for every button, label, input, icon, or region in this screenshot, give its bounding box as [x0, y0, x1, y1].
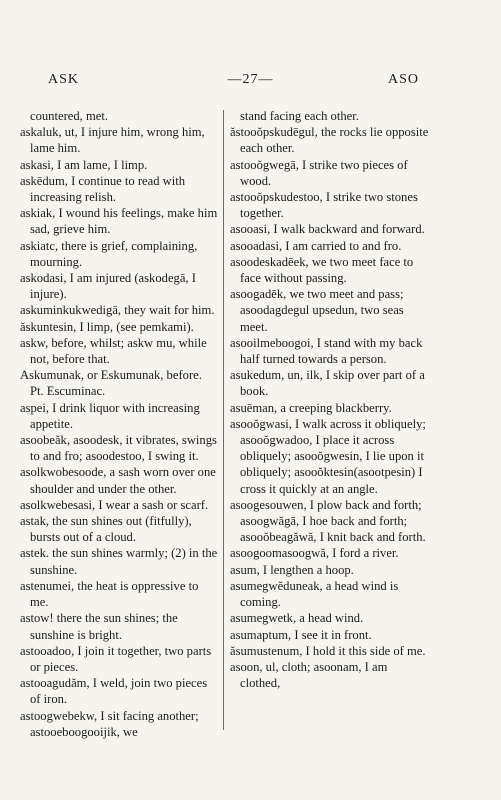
- dictionary-entry: countered, met.: [30, 109, 108, 123]
- dictionary-entry: asooadasi, I am carried to and fro.: [230, 238, 402, 253]
- dictionary-entry: asumaptum, I see it in front.: [230, 627, 372, 642]
- dictionary-entry: asooasi, I walk backward and forward.: [230, 222, 425, 237]
- dictionary-entry: asoobeăk, asoodesk, it vibrates, swings to and fro; asoodestoo, I swing it.: [20, 433, 217, 464]
- dictionary-entry: asooilmeboogoi, I stand with my back half turned towards a person.: [230, 335, 423, 367]
- dictionary-entry: askasi, I am lame, I limp.: [20, 157, 148, 172]
- dictionary-entry: askw, before, whilst; askw mu, while not, before that.: [20, 335, 207, 367]
- dictionary-entry: asoon, ul, cloth; asoonam, I am clothed,: [230, 659, 388, 691]
- column-divider: [223, 110, 224, 730]
- dictionary-entry: asumegwĕduneak, a head wind is coming.: [230, 578, 399, 610]
- dictionary-entry: askaluk, ut, I injure him, wrong him, lame him.: [20, 125, 205, 156]
- dictionary-entry: asukedum, un, ilk, I skip over part of a book.: [230, 368, 425, 399]
- dictionary-entry: aspei, I drink liquor with increasing appetite.: [20, 400, 200, 431]
- dictionary-entry: astooŏpskudestoo, I strike two stones together.: [230, 190, 418, 221]
- page-header: [0, 72, 501, 94]
- dictionary-entry: asuēman, a creeping blackberry.: [230, 400, 392, 415]
- dictionary-entry: astooagudăm, I weld, join two pieces of iron.: [20, 676, 208, 707]
- dictionary-entry: astoogwebekw, I sit facing another; astooeboogooijik, we: [20, 708, 199, 739]
- dictionary-entry: astenumei, the heat is oppressive to me.: [20, 578, 199, 610]
- dictionary-entry: Askumunak, or Eskumunak, before. Pt. Escuminac.: [20, 368, 202, 399]
- dictionary-entry: askodasi, I am injured (askodegā, I injure).: [20, 271, 196, 302]
- header-left: ASK: [48, 72, 80, 87]
- dictionary-entry: asolkwobesoode, a sash worn over one shoulder and under the other.: [20, 465, 216, 496]
- dictionary-entry: asooŏgwasi, I walk across it obliquely; asooŏgwadoo, I place it across obliquely; asooŏgwesin, I lie upon it obliquely; asooŏktesin(asootpesin) I cross it quickly at an angle.: [230, 416, 426, 496]
- dictionary-entry: asoogoomasoogwă, I ford a river.: [230, 546, 399, 561]
- dictionary-entry: asoogadēk, we two meet and pass; asoodagdegul upsedun, two seas meet.: [230, 287, 404, 334]
- dictionary-entry: asumegwetk, a head wind.: [230, 611, 364, 626]
- dictionary-entry: askuminkukwedigā, they wait for him.: [20, 303, 215, 318]
- dictionary-entry: asoogesouwen, I plow back and forth; asoogwăgā, I hoe back and forth; asooŏbeagăwă, I knit back and forth.: [230, 497, 426, 545]
- dictionary-entry: askiatc, there is grief, complaining, mourning.: [20, 238, 198, 269]
- dictionary-entry: askēdum, I continue to read with increasing relish.: [20, 173, 186, 205]
- page-number: —27—: [227, 72, 274, 87]
- dictionary-entry: astooadoo, I join it together, two parts or pieces.: [20, 643, 212, 674]
- dictionary-entry: astek. the sun shines warmly; (2) in the sunshine.: [20, 546, 218, 577]
- dictionary-entry: asolkwebesasi, I wear a sash or scarf.: [20, 497, 209, 512]
- dictionary-entry: ăsumustenum, I hold it this side of me.: [230, 643, 426, 658]
- dictionary-entry: stand facing each other.: [240, 109, 359, 123]
- dictionary-entry: asum, I lengthen a hoop.: [230, 562, 354, 577]
- dictionary-entry: askiak, I wound his feelings, make him sad, grieve him.: [20, 206, 218, 237]
- left-column: [20, 108, 218, 740]
- dictionary-entry: ăstooŏpskudēgul, the rocks lie opposite each other.: [230, 125, 429, 156]
- header-right: ASO: [387, 72, 419, 87]
- right-column: [230, 108, 430, 691]
- dictionary-entry: astak, the sun shines out (fitfully), bursts out of a cloud.: [20, 514, 192, 545]
- dictionary-entry: astow! there the sun shines; the sunshine is bright.: [20, 611, 178, 642]
- dictionary-entry: astooŏgwegā, I strike two pieces of wood.: [230, 157, 408, 188]
- dictionary-entry: asoodeskadēek, we two meet face to face without passing.: [230, 254, 414, 286]
- dictionary-entry: ăskuntesin, I limp, (see pemkami).: [20, 319, 194, 334]
